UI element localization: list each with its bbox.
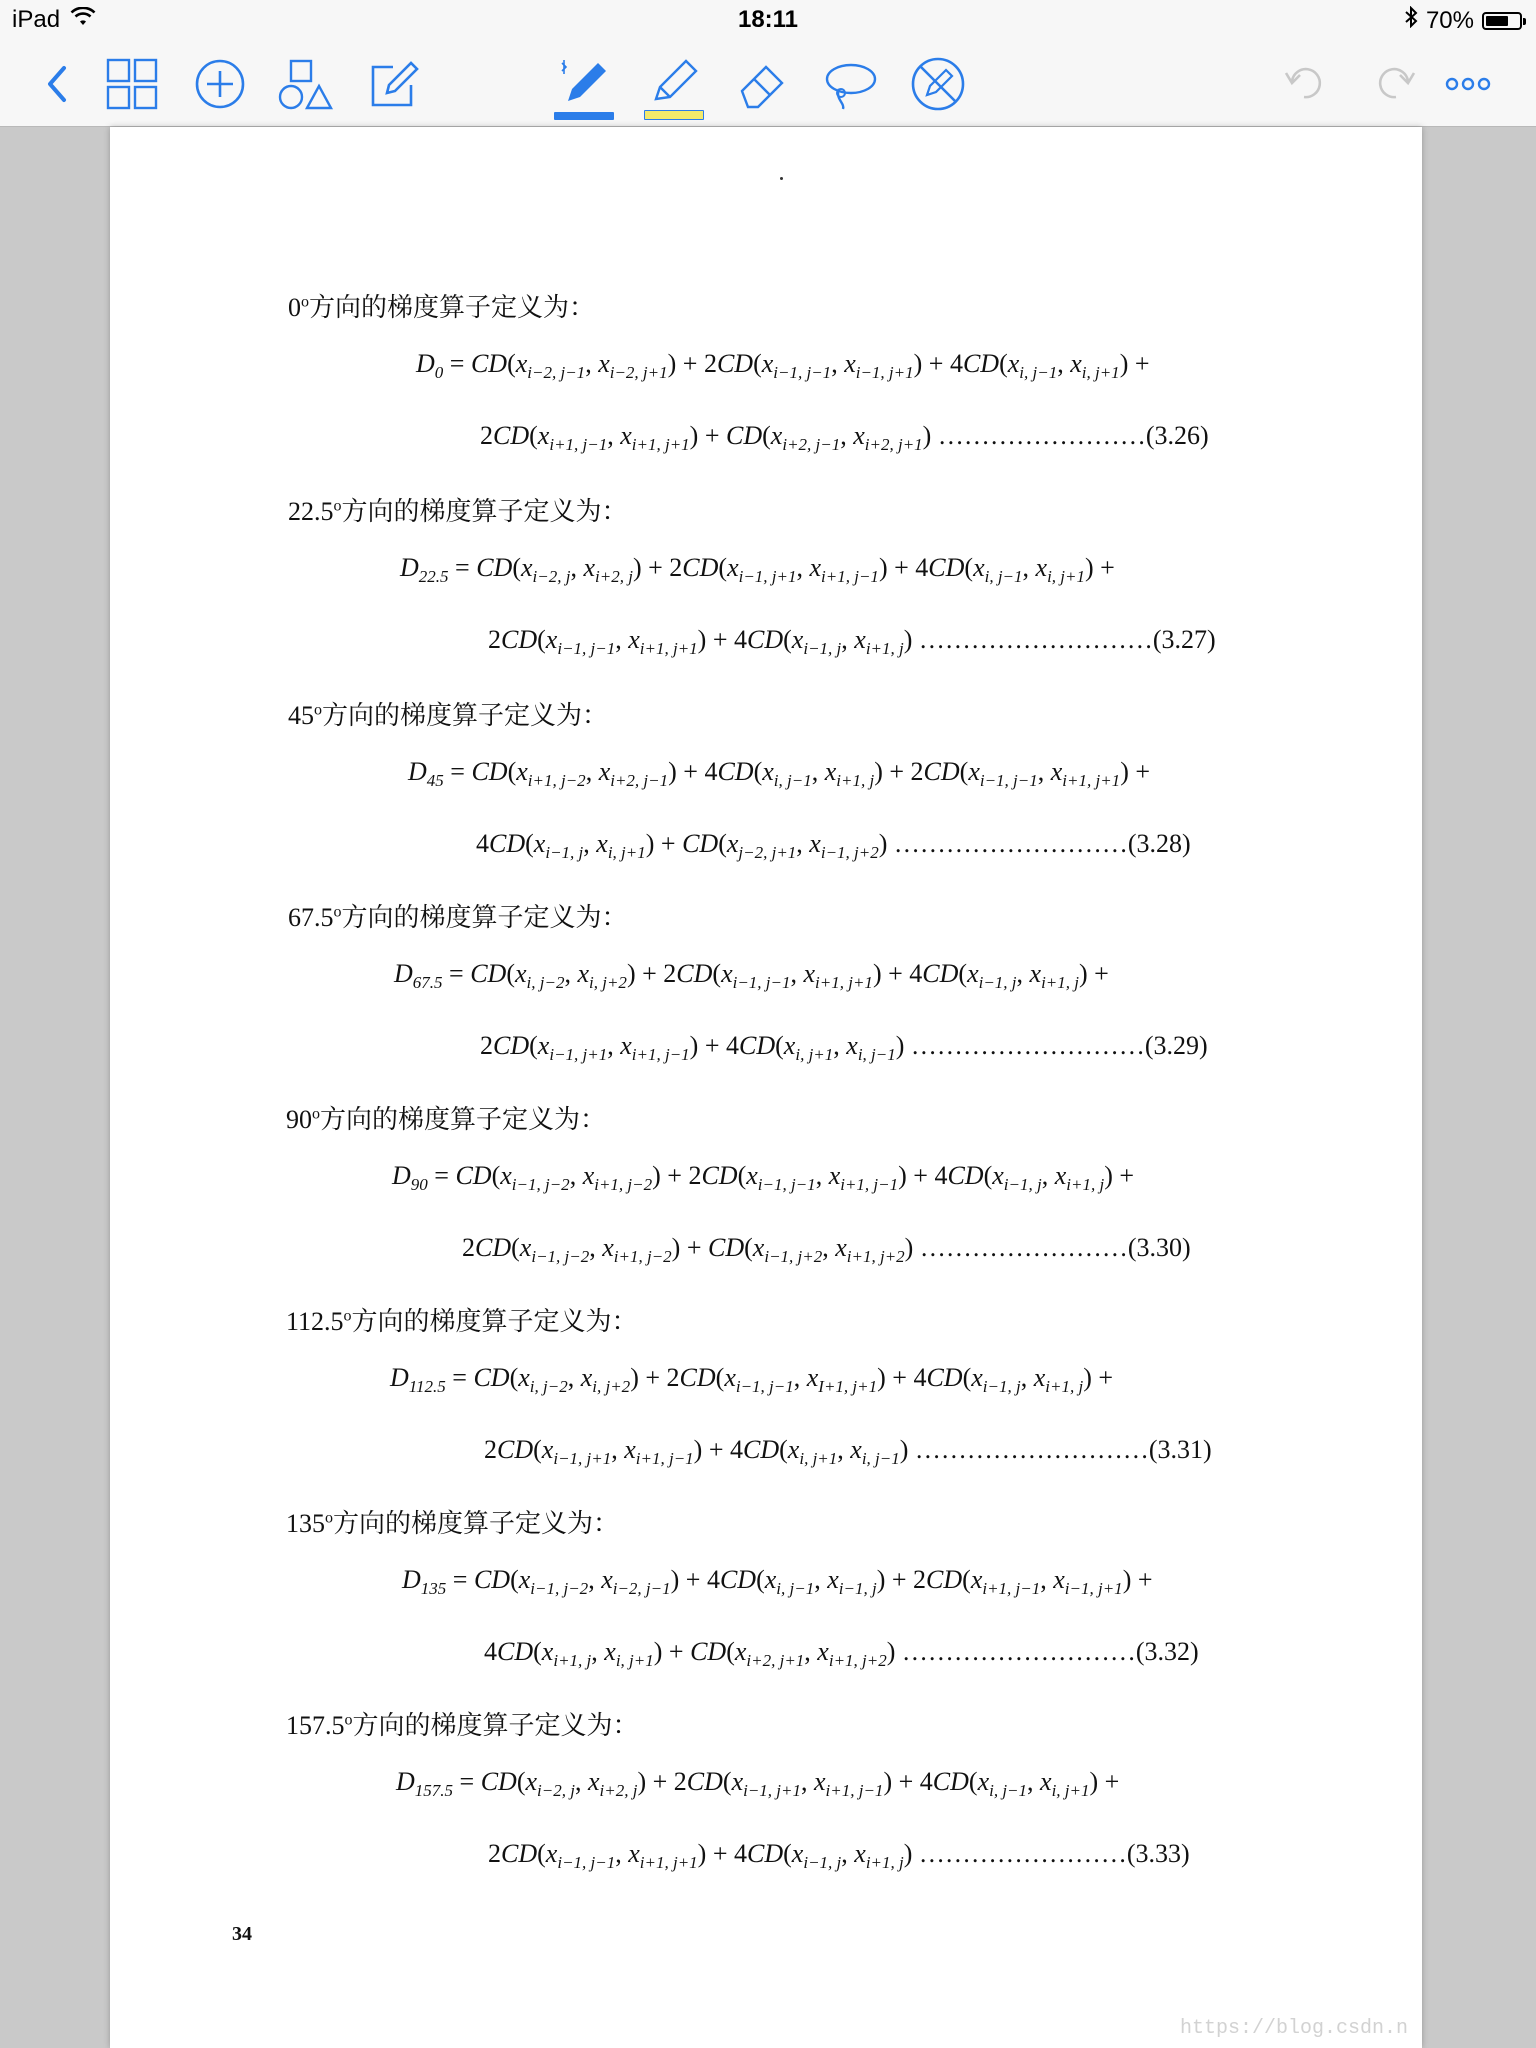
eraser-tool[interactable] [730,54,794,114]
equation-line: $2CD(x_{i-1, j-1}$, $x_{i+1, j+1}) + 4CD(x_{i-1, j}$, $x_{i+1, j}$) ……………………(3.33) [488,1839,1190,1873]
redo-icon [1370,61,1418,107]
battery-level [1486,16,1508,26]
section-heading-0: 0$^o$方向的梯度算子定义为： [288,293,596,322]
pen-off-icon [910,56,966,112]
clock: 18:11 [737,6,799,33]
highlighter-tool[interactable] [642,54,706,114]
shapes-icon [277,57,335,111]
pen-tool[interactable] [552,54,616,114]
edit-icon [367,57,421,111]
equation-line: $D_{90} = CD(x_{i-1, j-2}$, $x_{i+1, j-2}) + 2CD(x_{i-1, j-1}$, $x_{i+1, j-1}) + 4CD(x_{i-1, j}$, $x_{i+1, j}$) + [392,1161,1135,1195]
equation-line: $4CD(x_{i+1, j}$, $x_{i, j+1}) + CD(x_{i+2, j+1}$, $x_{i+1, j+2}$) ………………………(3.32) [484,1637,1199,1671]
lasso-tool[interactable] [818,54,882,114]
equation-line: $D_{67.5} = CD(x_{i, j-2}$, $x_{i, j+2}) + 2CD(x_{i-1, j-1}$, $x_{i+1, j+1}) + 4CD(x_{i-1, j}$, $x_{i+1, j}$) + [394,959,1109,993]
thumbnails-button[interactable] [100,54,164,114]
equation-line: $2CD(x_{i+1, j-1}$, $x_{i+1, j+1}) + CD(x_{i+2, j-1}$, $x_{i+2, j+1}$) ……………………(3.26) [480,421,1209,455]
equation-line: $D_{112.5} = CD(x_{i, j-2}$, $x_{i, j+2}) + 2CD(x_{i-1, j-1}$, $x_{I+1, j+1}) + 4CD(x_{i-1, j}$, $x_{i+1, j}$) + [390,1363,1114,1397]
equation-line: $2CD(x_{i-1, j-2}$, $x_{i+1, j-2}) + CD(x_{i-1, j+2}$, $x_{i+1, j+2}$) ……………………(3.30) [462,1233,1191,1267]
equation-line: $4CD(x_{i-1, j}$, $x_{i, j+1}) + CD(x_{j-2, j+1}$, $x_{i-1, j+2}$) ………………………(3.28) [476,829,1191,863]
pen-color-bar [554,112,614,120]
equation-line: $D_{22.5} = CD(x_{i-2, j}$, $x_{i+2, j}) + 2CD(x_{i-1, j+1}$, $x_{i+1, j-1}) + 4CD(x_{i, j-1}$, $x_{i, j+1}$) + [400,553,1115,587]
highlighter-icon [644,57,704,111]
battery-icon [1482,12,1522,30]
status-bar [0,0,1536,40]
back-button[interactable] [26,54,90,114]
section-heading-135: 135$^o$方向的梯度算子定义为： [286,1509,620,1538]
section-heading-157-5: 157.5$^o$方向的梯度算子定义为： [286,1711,639,1740]
page-speck [780,177,783,180]
toolbar [0,40,1536,127]
highlighter-color-bar [644,110,704,120]
section-heading-22-5: 22.5$^o$方向的梯度算子定义为： [288,497,628,526]
wifi-icon [70,6,96,34]
section-heading-112-5: 112.5$^o$方向的梯度算子定义为： [286,1307,638,1336]
equation-line: $2CD(x_{i-1, j+1}$, $x_{i+1, j-1}) + 4CD(x_{i, j+1}$, $x_{i, j-1}$) ………………………(3.31) [484,1435,1212,1469]
edit-button[interactable] [362,54,426,114]
add-icon [193,57,247,111]
add-button[interactable] [188,54,252,114]
shapes-button[interactable] [274,54,338,114]
more-icon [1443,74,1493,94]
grid-icon [104,57,160,111]
battery-percent: 70% [1425,6,1474,34]
pen-off-button[interactable] [906,54,970,114]
equation-line: $2CD(x_{i-1, j+1}$, $x_{i+1, j-1}) + 4CD(x_{i, j+1}$, $x_{i, j-1}$) ………………………(3.29) [480,1031,1208,1065]
undo-icon [1282,61,1330,107]
equation-line: $D_{45} = CD(x_{i+1, j-2}$, $x_{i+2, j-1}) + 4CD(x_{i, j-1}$, $x_{i+1, j}) + 2CD(x_{i-1, j-1}$, $x_{i+1, j+1}$) + [408,757,1151,791]
section-heading-45: 45$^o$方向的梯度算子定义为： [288,701,609,730]
more-button[interactable] [1436,54,1500,114]
bluetooth-icon [1404,6,1418,35]
lasso-icon [821,57,879,111]
redo-button[interactable] [1362,54,1426,114]
equation-line: $D_0 = CD(x_{i-2, j-1}$, $x_{i-2, j+1}) + 2CD(x_{i-1, j-1}$, $x_{i-1, j+1}) + 4CD(x_{i, j-1}$, $x_{i, j+1}$) + [416,349,1150,383]
device-name: iPad [12,6,61,33]
equation-line: $D_{157.5} = CD(x_{i-2, j}$, $x_{i+2, j}) + 2CD(x_{i-1, j+1}$, $x_{i+1, j-1}) + 4CD(x_{i, j-1}$, $x_{i, j+1}$) + [396,1767,1120,1801]
equation-line: $D_{135} = CD(x_{i-1, j-2}$, $x_{i-2, j-1}) + 4CD(x_{i, j-1}$, $x_{i-1, j}) + 2CD(x_{i+1, j-1}$, $x_{i-1, j+1}$) + [402,1565,1153,1599]
page-number: 34 [232,1923,252,1945]
document-page[interactable] [110,127,1422,2048]
watermark: https://blog.csdn.n [1179,2017,1408,2040]
section-heading-90: 90$^o$方向的梯度算子定义为： [286,1105,607,1134]
back-icon [38,60,78,108]
pen-icon [554,57,614,111]
equation-line: $2CD(x_{i-1, j-1}$, $x_{i+1, j+1}) + 4CD(x_{i-1, j}$, $x_{i+1, j}$) ………………………(3.27) [488,625,1216,659]
eraser-icon [734,57,790,111]
undo-button[interactable] [1274,54,1338,114]
section-heading-67-5: 67.5$^o$方向的梯度算子定义为： [288,903,628,932]
